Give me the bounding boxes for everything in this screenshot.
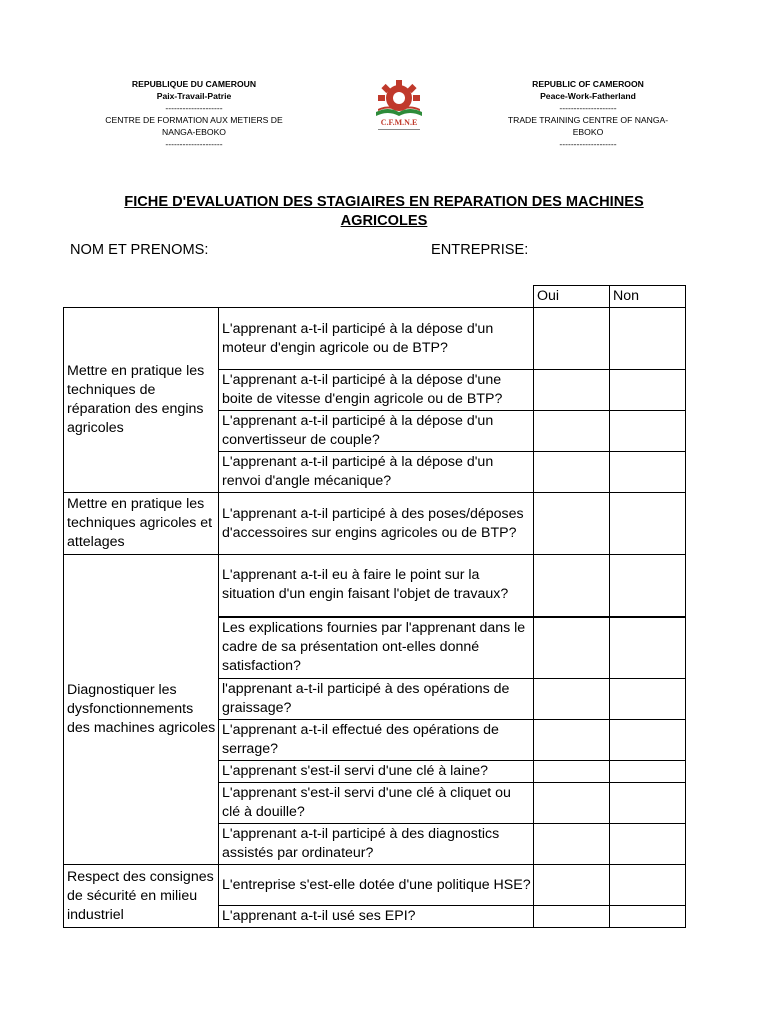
institution-name-en-2: EBOKO <box>572 127 604 137</box>
question-cell: L'apprenant a-t-il effectué des opérations de serrage? <box>219 720 534 761</box>
table-row <box>64 308 686 370</box>
question-cell: Les explications fournies par l'apprenant dans le cadre de sa présentation ont-elles donné satisfaction? <box>219 617 534 679</box>
question-cell: L'apprenant a-t-il participé à la dépose d'un convertisseur de couple? <box>219 411 534 452</box>
non-checkbox-cell[interactable] <box>610 493 686 555</box>
non-checkbox-cell[interactable] <box>610 411 686 452</box>
separator: -------------------- <box>559 139 617 149</box>
title-line-2: AGRICOLES <box>340 213 428 229</box>
empty-header-cell <box>219 286 534 308</box>
non-checkbox-cell[interactable] <box>610 370 686 411</box>
question-cell: L'apprenant a-t-il participé à des diagnostics assistés par ordinateur? <box>219 824 534 865</box>
gear-book-logo-icon <box>366 76 432 134</box>
question-cell: L'apprenant a-t-il participé à la dépose d'une boite de vitesse d'engin agricole ou de BTP? <box>219 370 534 411</box>
oui-checkbox-cell[interactable] <box>534 906 610 928</box>
question-cell: L'apprenant s'est-il servi d'une clé à cliquet ou clé à douille? <box>219 783 534 824</box>
oui-checkbox-cell[interactable] <box>534 824 610 865</box>
oui-checkbox-cell[interactable] <box>534 452 610 493</box>
non-checkbox-cell[interactable] <box>610 906 686 928</box>
non-checkbox-cell[interactable] <box>610 761 686 783</box>
oui-checkbox-cell[interactable] <box>534 720 610 761</box>
institution-name-fr-1: CENTRE DE FORMATION AUX METIERS DE <box>105 115 283 125</box>
oui-checkbox-cell[interactable] <box>534 555 610 617</box>
non-checkbox-cell[interactable] <box>610 452 686 493</box>
document-title <box>60 193 708 231</box>
non-checkbox-cell[interactable] <box>610 824 686 865</box>
oui-checkbox-cell[interactable] <box>534 865 610 906</box>
oui-checkbox-cell[interactable] <box>534 761 610 783</box>
question-cell: L'apprenant a-t-il participé à la dépose d'un renvoi d'angle mécanique? <box>219 452 534 493</box>
oui-checkbox-cell[interactable] <box>534 783 610 824</box>
category-cell: Diagnostiquer les dysfonctionnements des machines agricoles <box>64 555 219 865</box>
institution-name-en-1: TRADE TRAINING CENTRE OF NANGA- <box>507 115 669 125</box>
category-cell: Mettre en pratique les techniques de réparation des engins agricoles <box>64 308 219 493</box>
question-cell: L'apprenant a-t-il usé ses EPI? <box>219 906 534 928</box>
question-cell: L'apprenant a-t-il participé à des poses/déposes d'accessoires sur engins agricoles ou de BTP? <box>219 493 534 555</box>
motto-fr: Paix-Travail-Patrie <box>156 91 232 101</box>
oui-checkbox-cell[interactable] <box>534 411 610 452</box>
logo-text: C.F.M.N.E <box>380 118 418 127</box>
empty-header-cell <box>64 286 219 308</box>
oui-checkbox-cell[interactable] <box>534 679 610 720</box>
question-cell: L'entreprise s'est-elle dotée d'une politique HSE? <box>219 865 534 906</box>
oui-checkbox-cell[interactable] <box>534 308 610 370</box>
non-checkbox-cell[interactable] <box>610 783 686 824</box>
non-checkbox-cell[interactable] <box>610 555 686 617</box>
header-left <box>88 78 300 150</box>
table-row <box>64 493 686 555</box>
question-cell: L'apprenant a-t-il participé à la dépose d'un moteur d'engin agricole ou de BTP? <box>219 308 534 370</box>
non-checkbox-cell[interactable] <box>610 720 686 761</box>
table-row <box>64 865 686 906</box>
country-name-fr: REPUBLIQUE DU CAMEROUN <box>131 79 257 89</box>
table-header-row <box>64 286 686 308</box>
non-checkbox-cell[interactable] <box>610 679 686 720</box>
name-field-label: NOM ET PRENOMS: <box>70 242 209 258</box>
cfmne-logo <box>366 76 432 134</box>
question-cell: l'apprenant a-t-il participé à des opérations de graissage? <box>219 679 534 720</box>
country-name-en: REPUBLIC OF CAMEROON <box>532 79 644 89</box>
evaluation-table <box>63 285 686 928</box>
question-cell: L'apprenant a-t-il eu à faire le point sur la situation d'un engin faisant l'objet de travaux? <box>219 555 534 617</box>
table-row <box>64 555 686 617</box>
category-cell: Mettre en pratique les techniques agricoles et attelages <box>64 493 219 555</box>
header-right <box>478 78 698 150</box>
company-field-label: ENTREPRISE: <box>431 242 529 258</box>
separator: -------------------- <box>559 103 617 113</box>
category-cell: Respect des consignes de sécurité en milieu industriel <box>64 865 219 928</box>
oui-checkbox-cell[interactable] <box>534 493 610 555</box>
col-header-oui: Oui <box>534 286 610 308</box>
separator: -------------------- <box>165 139 223 149</box>
institution-name-fr-2: NANGA-EBOKO <box>162 127 226 137</box>
non-checkbox-cell[interactable] <box>610 308 686 370</box>
separator: -------------------- <box>165 103 223 113</box>
non-checkbox-cell[interactable] <box>610 865 686 906</box>
oui-checkbox-cell[interactable] <box>534 370 610 411</box>
non-checkbox-cell[interactable] <box>610 617 686 679</box>
oui-checkbox-cell[interactable] <box>534 617 610 679</box>
motto-en: Peace-Work-Fatherland <box>540 91 636 101</box>
question-cell: L'apprenant s'est-il servi d'une clé à laine? <box>219 761 534 783</box>
title-line-1: FICHE D'EVALUATION DES STAGIAIRES EN REPARATION DES MACHINES <box>124 194 644 210</box>
col-header-non: Non <box>610 286 686 308</box>
